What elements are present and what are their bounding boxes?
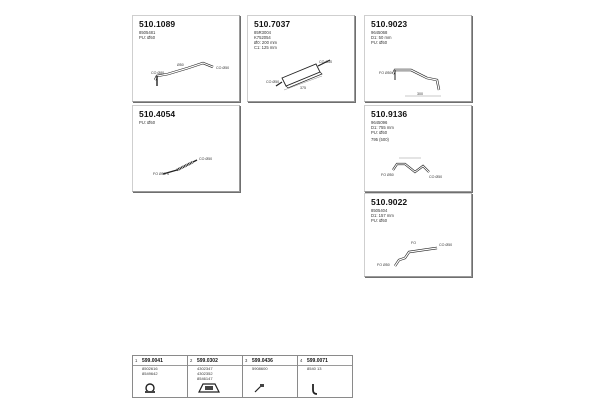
part-number: 510.9023 <box>371 19 408 29</box>
part-card-510-9023[interactable] <box>364 15 472 102</box>
part-card-510-9136[interactable] <box>364 105 472 192</box>
part-card-510-7037[interactable] <box>247 15 355 102</box>
dimension-label: CO Ø50 <box>199 157 213 161</box>
accessory-refs: 5908600 <box>252 366 268 371</box>
accessory-cell[interactable] <box>298 356 352 397</box>
dimension-label: CO Ø50 <box>319 60 333 64</box>
dimension-label: FO Ø50 <box>377 263 390 267</box>
part-meta: 85R3004 K752054 Ø0: 200 mm C1: 125 mm <box>254 30 278 50</box>
dimension-label: CO Ø50 <box>266 80 280 84</box>
part-number: 510.9022 <box>371 197 408 207</box>
part-meta: PU: Ø50 <box>139 120 156 125</box>
accessory-refs: 8502616 8549642 <box>142 366 158 376</box>
accessory-cell[interactable] <box>133 356 188 397</box>
exhaust-pipe-drawing <box>133 16 239 101</box>
part-number: 510.7037 <box>254 19 291 29</box>
dimension-label: CO Ø50 <box>439 243 453 247</box>
accessory-cell[interactable] <box>243 356 298 397</box>
dimension-label: FO Ø50 <box>379 71 392 75</box>
part-extra-note: 795 (500) <box>371 137 389 142</box>
accessory-index: 1 <box>135 358 138 363</box>
dimension-label: 300 <box>417 92 423 96</box>
accessory-index: 3 <box>245 358 248 363</box>
accessory-index: 4 <box>300 358 303 363</box>
part-number: 510.9136 <box>371 109 408 119</box>
part-card-510-4054[interactable] <box>132 105 240 192</box>
flex-pipe-drawing <box>133 106 239 191</box>
dimension-label: CO Ø80 <box>151 71 165 75</box>
bent-pipe-drawing <box>365 106 471 191</box>
accessories-strip <box>132 355 353 398</box>
part-card-510-9022[interactable] <box>364 193 472 277</box>
dimension-label: FO <box>411 241 416 245</box>
part-meta: 8505481 PU: Ø50 <box>139 30 156 40</box>
part-meta: 9645068 D1: 50 mm PU: Ø50 <box>371 30 392 45</box>
accessory-cell[interactable] <box>188 356 243 397</box>
hanger-icon <box>307 382 323 396</box>
accessory-part-number: 599.0041 <box>142 357 163 364</box>
part-card-510-1089[interactable] <box>132 15 240 102</box>
mounting-bracket-icon <box>197 382 221 394</box>
accessory-part-number: 599.0302 <box>197 357 218 364</box>
clamp-icon <box>142 382 162 394</box>
dimension-label: FO Ø50 S <box>153 172 170 176</box>
part-meta: 8505404 D1: 157 mm PU: Ø50 <box>371 208 394 223</box>
part-meta: 9645096 D1: 755 mm PU: Ø50 <box>371 120 394 135</box>
accessory-part-number: 599.0071 <box>307 357 328 364</box>
bent-pipe-drawing <box>365 16 471 101</box>
dimension-label: 375 <box>300 86 306 90</box>
dimension-label: Ø50 <box>177 63 184 67</box>
accessory-index: 2 <box>190 358 193 363</box>
muffler-drawing <box>248 16 354 101</box>
part-number: 510.4054 <box>139 109 176 119</box>
dimension-label: FO Ø50 <box>381 173 394 177</box>
dimension-label: CO Ø50 <box>216 66 230 70</box>
accessory-part-number: 599.0436 <box>252 357 273 364</box>
dimension-label: CO Ø50 <box>429 175 443 179</box>
bolt-icon <box>252 382 268 394</box>
accessory-refs: 8540 13 <box>307 366 322 371</box>
bent-pipe-drawing <box>365 194 471 276</box>
accessory-refs: 4302347 4302352 8546147 <box>197 366 213 381</box>
part-number: 510.1089 <box>139 19 176 29</box>
